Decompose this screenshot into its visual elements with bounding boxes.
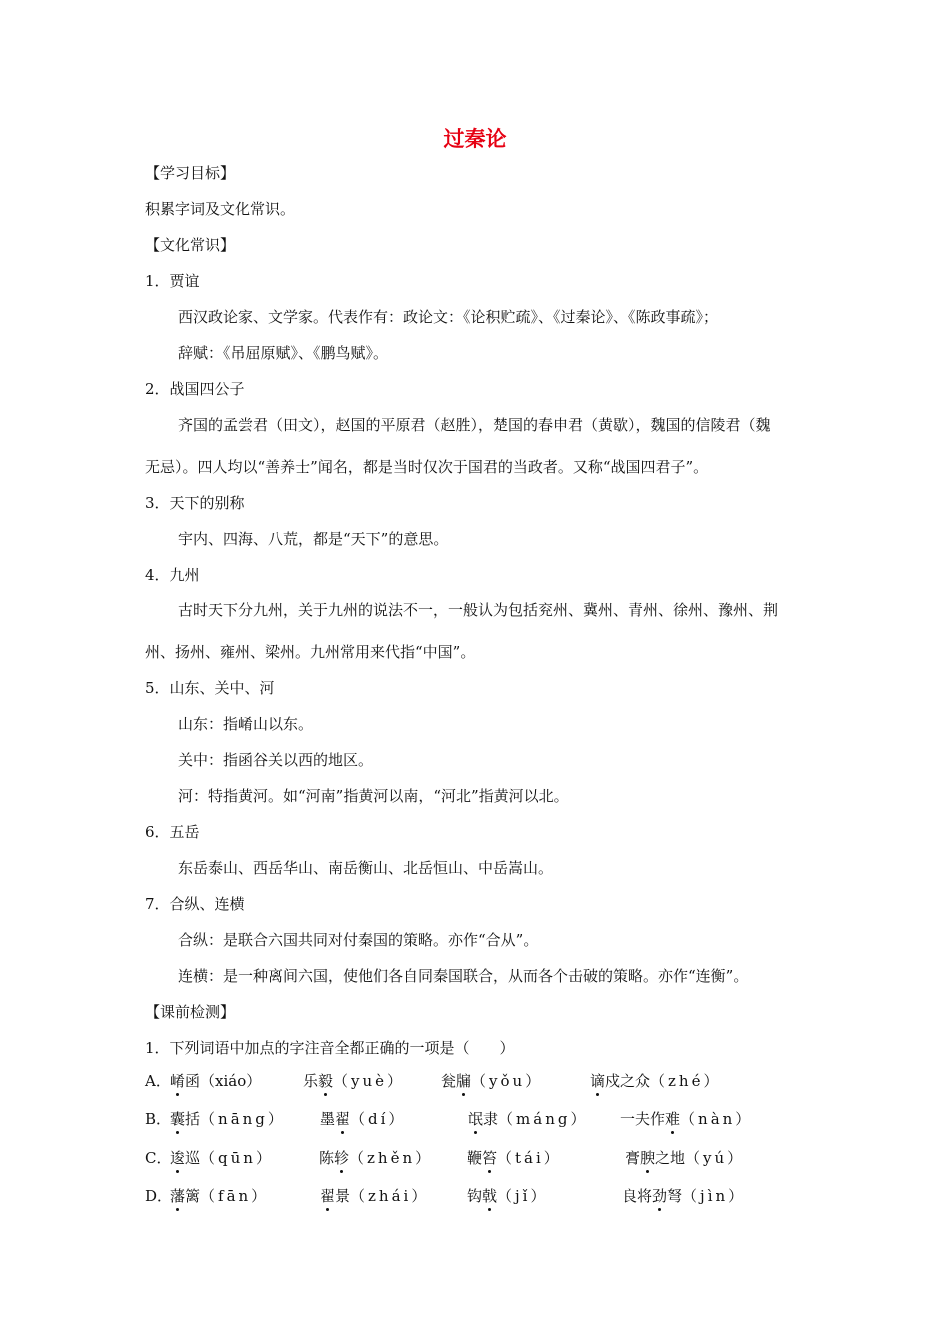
culture-item-line: 州、扬州、雍州、梁州。九州常用来代指“中国”。 [145,643,476,661]
word-rest: 巡 [185,1149,201,1167]
culture-item-label: 6．五岳 [145,823,200,841]
word-rest: 隶 [483,1110,499,1128]
pinyin: （jìn） [682,1187,747,1205]
culture-item-line: 辞赋：《吊屈原赋》、《鹏鸟赋》。 [178,344,389,362]
pinyin: （fān） [200,1187,270,1205]
word-pre: 乐 [303,1072,319,1090]
objectives-heading: 【学习目标】 [145,164,236,182]
option-word [170,1109,286,1129]
culture-item-line: 连横：是一种离间六国，使他们各自同秦国联合，从而各个击破的策略。亦作“连衡”。 [178,967,749,985]
culture-item-line: 河：特指黄河。如“河南”指黄河以南，“河北”指黄河以北。 [178,787,569,805]
culture-item-line: 古时天下分九州，关于九州的说法不一，一般认为包括兖州、冀州、青州、徐州、豫州、荆 [178,601,779,619]
objectives-text: 积累字词及文化常识。 [145,200,296,218]
culture-item-line: 西汉政论家、文学家。代表作有：政论文：《论积贮疏》、《过秦论》、《陈政事疏》； [178,308,719,326]
pinyin: （nāng） [200,1110,286,1128]
word-pre: 一夫作 [620,1110,666,1128]
culture-item-label: 1．贾谊 [145,272,200,290]
word-pre: 墨 [320,1110,336,1128]
option-word [590,1071,721,1091]
word-pre: 陈 [319,1149,335,1167]
option-word [170,1148,274,1168]
culture-item-label: 7．合纵、连横 [145,895,245,913]
word-rest: 括 [185,1110,201,1128]
option-letter: C． [145,1149,172,1167]
option-word [622,1186,746,1206]
pretest-heading: 【课前检测】 [145,1003,236,1021]
pinyin: （dí） [350,1110,407,1128]
word-pre: 良将 [622,1187,653,1205]
word-pre: 鞭 [467,1149,483,1167]
pinyin: （nàn） [680,1110,754,1128]
dotted-char: 腴 [640,1149,656,1167]
pinyin: （zhěn） [349,1149,434,1167]
dotted-char: 逡 [170,1149,186,1167]
pinyin: （yú） [685,1149,746,1167]
pinyin: （zhé） [650,1072,722,1090]
word-pre: 瓮 [441,1072,457,1090]
culture-item-label: 4．九州 [145,566,200,584]
dotted-char: 毅 [318,1072,334,1090]
dotted-char: 笞 [482,1149,498,1167]
option-word [170,1186,269,1206]
pretest-question: 1．下列词语中加点的字注音全都正确的一项是（ ） [145,1039,515,1057]
culture-item-line: 宇内、四海、八荒，都是“天下”的意思。 [178,530,449,548]
pinyin: （tái） [497,1149,562,1167]
culture-item-line: 齐国的孟尝君（田文），赵国的平原君（赵胜），楚国的春申君（黄歇），魏国的信陵君（魏 [178,416,771,434]
word-pre: 膏 [625,1149,641,1167]
culture-item-label: 2．战国四公子 [145,380,245,398]
dotted-char: 翟 [335,1110,351,1128]
culture-item-line: 东岳泰山、西岳华山、南岳衡山、北岳恒山、中岳嵩山。 [178,859,554,877]
dotted-char: 牖 [456,1072,472,1090]
dotted-char: 崤 [170,1072,186,1090]
pinyin: （yǒu） [471,1072,544,1090]
option-word [468,1109,588,1129]
word-rest: 弩 [667,1187,683,1205]
dotted-char: 藩 [170,1187,186,1205]
option-word [320,1186,429,1206]
option-word [320,1109,406,1129]
dotted-char: 翟 [320,1187,336,1205]
pinyin: （zhái） [350,1187,430,1205]
option-letter: A． [145,1072,171,1090]
option-word [625,1148,745,1168]
dotted-char: 谪 [590,1072,606,1090]
culture-item-line: 关中：指函谷关以西的地区。 [178,751,374,769]
culture-item-line: 无忌）。四人均以“善养士”闻名，都是当时仅次于国君的当政者。又称“战国四君子”。 [145,458,709,476]
option-word [620,1109,753,1129]
dotted-char: 戟 [482,1187,498,1205]
option-letter: B． [145,1110,172,1128]
pinyin: （máng） [498,1110,589,1128]
option-word [303,1071,405,1091]
culture-item-line: 合纵：是联合六国共同对付秦国的策略。亦作“合从”。 [178,931,539,949]
option-letter: D． [145,1187,173,1205]
option-word [467,1186,548,1206]
dotted-char: 劲 [652,1187,668,1205]
pinyin: （yuè） [333,1072,406,1090]
word-rest: 篱 [185,1187,201,1205]
dotted-char: 轸 [334,1149,350,1167]
dotted-char: 氓 [468,1110,484,1128]
word-rest: 之地 [655,1149,686,1167]
word-rest: 景 [335,1187,351,1205]
word-rest: 戍之众 [605,1072,651,1090]
pinyin: （xiáo） [200,1072,262,1090]
dotted-char: 难 [665,1110,681,1128]
word-pre: 钩 [467,1187,483,1205]
option-word [319,1148,433,1168]
pinyin: （qūn） [200,1149,274,1167]
pinyin: （jǐ） [497,1187,549,1205]
option-word [441,1071,543,1091]
culture-heading: 【文化常识】 [145,236,236,254]
option-word [467,1148,562,1168]
word-rest: 函 [185,1072,201,1090]
document-title: 过秦论 [443,127,507,151]
culture-item-label: 3．天下的别称 [145,494,245,512]
option-word [170,1071,261,1091]
culture-item-line: 山东：指崤山以东。 [178,715,314,733]
culture-item-label: 5．山东、关中、河 [145,679,275,697]
dotted-char: 囊 [170,1110,186,1128]
